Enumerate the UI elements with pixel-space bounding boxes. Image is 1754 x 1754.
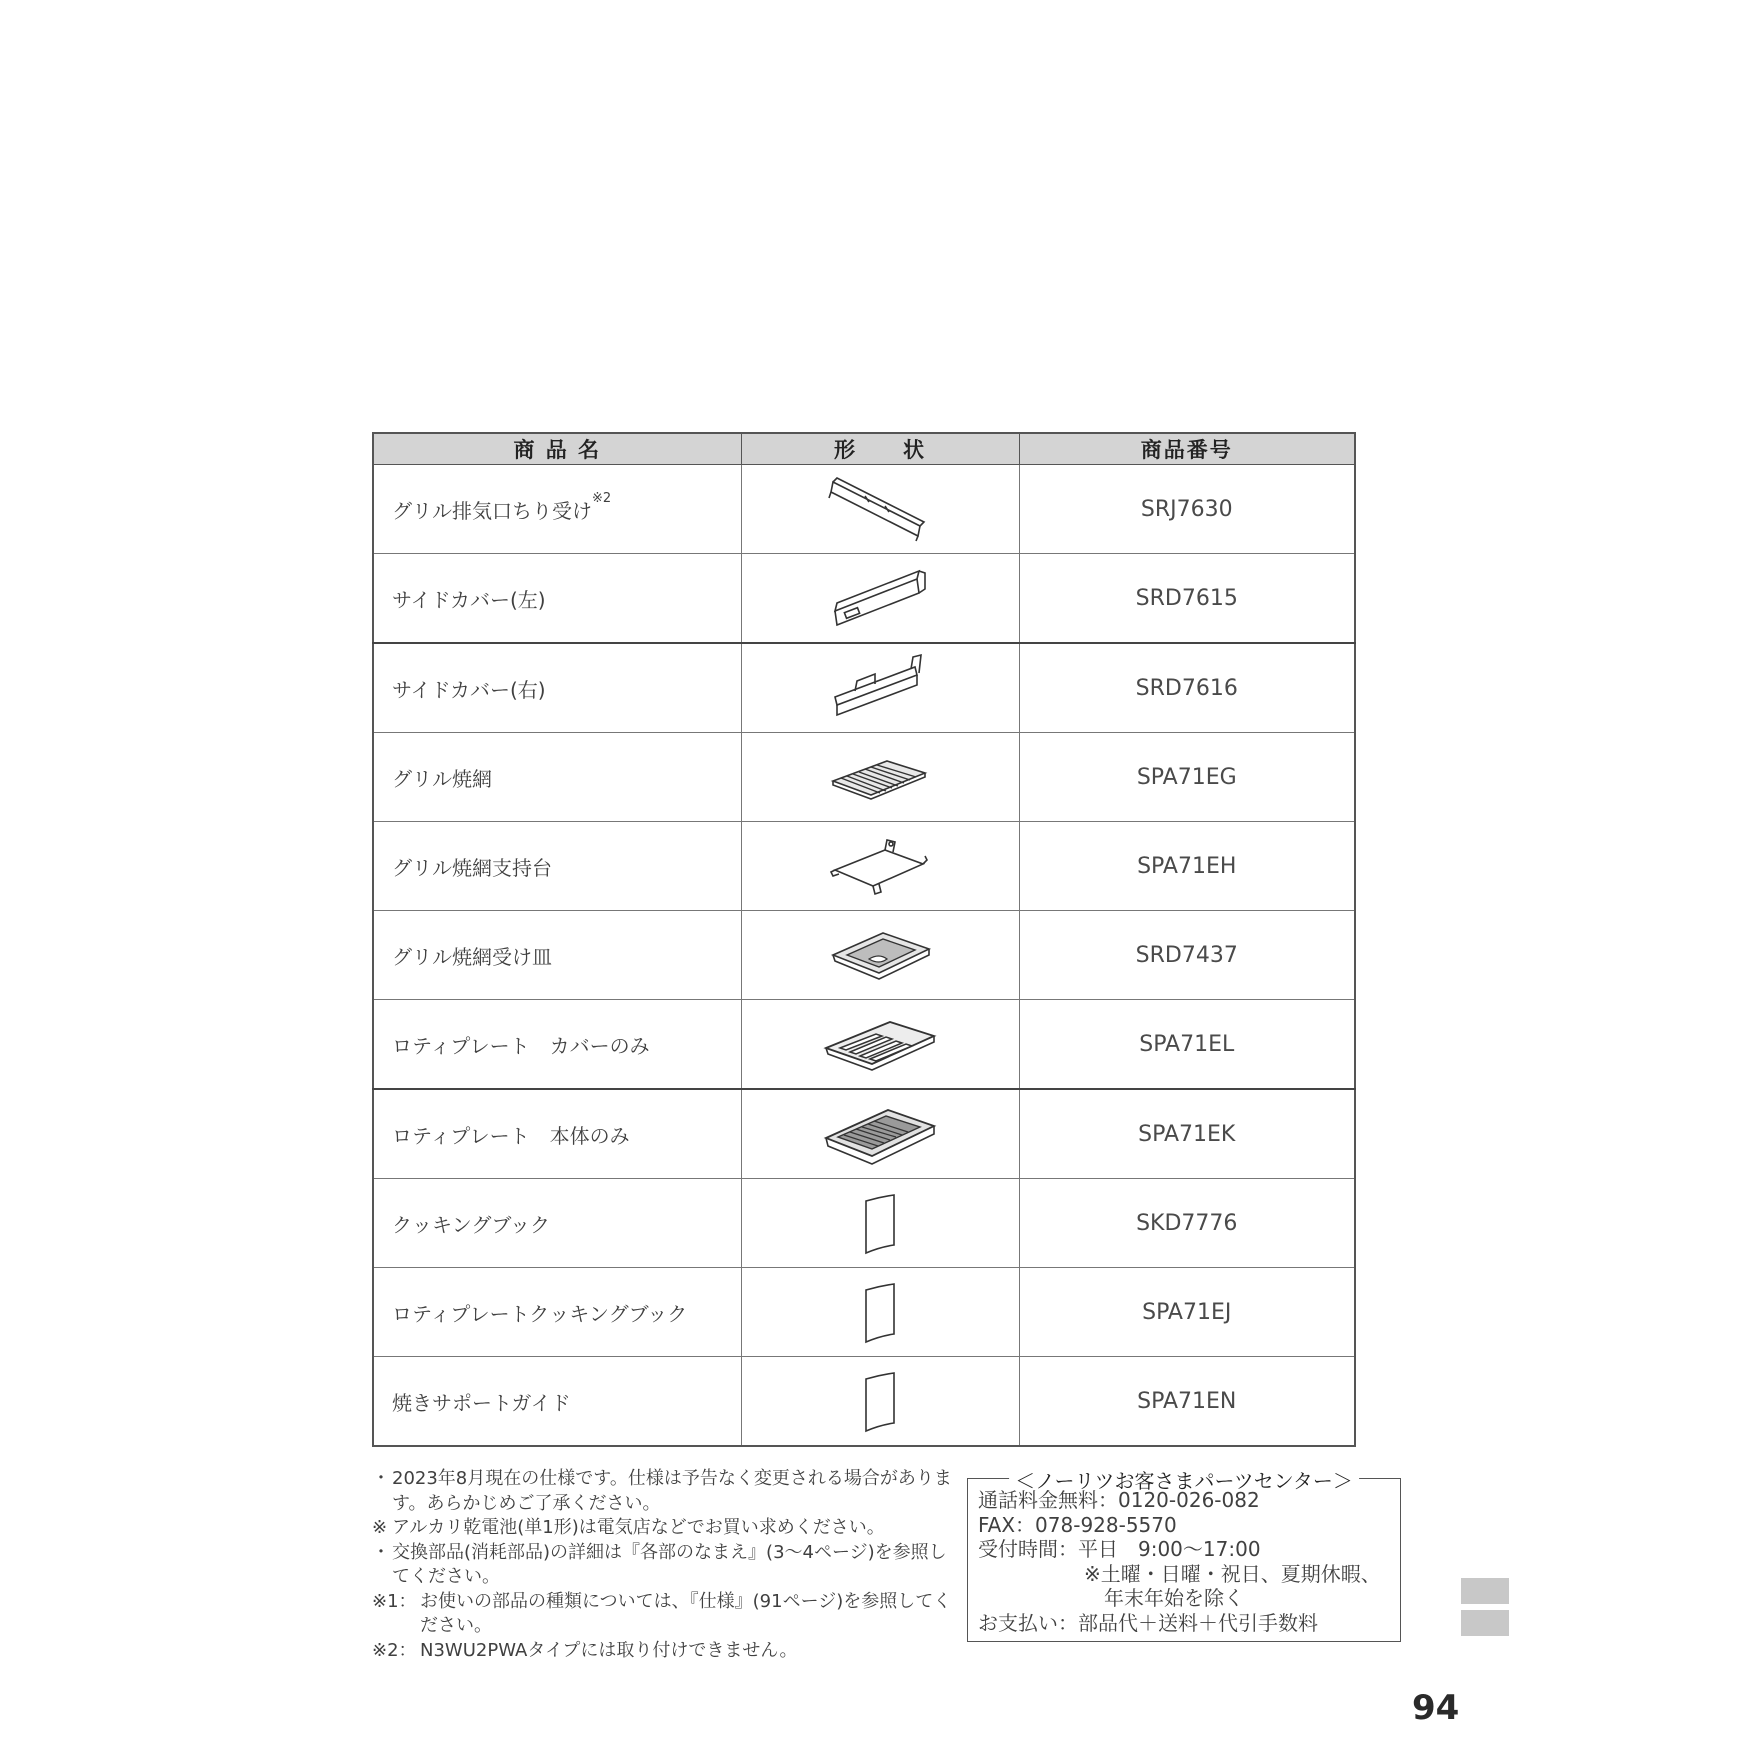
shape-cell bbox=[741, 1000, 1019, 1090]
grill-grate-icon bbox=[825, 747, 935, 807]
note-item bbox=[372, 1516, 962, 1541]
product-name: サイドカバー(左) bbox=[392, 587, 546, 612]
product-name-cell bbox=[373, 733, 741, 822]
table-row bbox=[373, 1357, 1355, 1447]
table-row bbox=[373, 643, 1355, 733]
footnote-mark: ※2 bbox=[592, 490, 612, 506]
roti-plate-body-icon bbox=[820, 1100, 940, 1168]
product-code: SPA71EH bbox=[1019, 822, 1355, 911]
product-name-cell bbox=[373, 911, 741, 1000]
product-code: SPA71EK bbox=[1019, 1089, 1355, 1179]
shape-cell bbox=[741, 643, 1019, 733]
product-code: SPA71EL bbox=[1019, 1000, 1355, 1090]
note-item bbox=[372, 1467, 962, 1516]
product-name-cell bbox=[373, 1089, 741, 1179]
note-mark: ※1： bbox=[372, 1590, 417, 1612]
table-header-row bbox=[373, 433, 1355, 465]
booklet-icon bbox=[850, 1369, 910, 1433]
product-name: ロティプレートクッキングブック bbox=[392, 1301, 688, 1326]
product-name-cell bbox=[373, 1179, 741, 1268]
product-name: ロティプレート カバーのみ bbox=[392, 1033, 650, 1058]
page-number: 94 bbox=[1412, 1688, 1460, 1728]
product-code: SPA71EJ bbox=[1019, 1268, 1355, 1357]
contact-details bbox=[978, 1488, 1381, 1635]
product-code: SPA71EN bbox=[1019, 1357, 1355, 1447]
product-code: SRD7437 bbox=[1019, 911, 1355, 1000]
note-mark: ・ bbox=[372, 1468, 390, 1489]
shape-cell bbox=[741, 822, 1019, 911]
index-tab-marker bbox=[1461, 1610, 1509, 1636]
product-name: グリル焼網 bbox=[392, 766, 492, 791]
table-row bbox=[373, 1268, 1355, 1357]
booklet-icon bbox=[850, 1280, 910, 1344]
product-code: SRD7615 bbox=[1019, 554, 1355, 644]
shape-cell bbox=[741, 1357, 1019, 1447]
note-mark: ※ bbox=[372, 1517, 388, 1538]
product-name-cell bbox=[373, 1357, 741, 1447]
product-name: グリル焼網支持台 bbox=[392, 855, 552, 880]
shape-cell bbox=[741, 554, 1019, 644]
table-row bbox=[373, 1179, 1355, 1268]
payment-info: お支払い：部品代＋送料＋代引手数料 bbox=[978, 1610, 1318, 1635]
product-name-cell bbox=[373, 465, 741, 554]
product-code: SRD7616 bbox=[1019, 643, 1355, 733]
index-tab-marker bbox=[1461, 1578, 1509, 1604]
product-name: グリル焼網受け皿 bbox=[392, 944, 552, 969]
hours-exclusion: ※土曜・日曜・祝日、夏期休暇、 bbox=[1084, 1561, 1381, 1586]
note-item bbox=[372, 1590, 962, 1639]
shape-cell bbox=[741, 1268, 1019, 1357]
note-mark: ・ bbox=[372, 1541, 390, 1563]
shape-cell bbox=[741, 1089, 1019, 1179]
shape-cell bbox=[741, 1179, 1019, 1268]
note-mark: ※2： bbox=[372, 1639, 417, 1661]
parts-table bbox=[372, 432, 1356, 1447]
header-shape: 形 状 bbox=[741, 433, 1019, 465]
side-cover-left-icon bbox=[825, 563, 935, 633]
table-row bbox=[373, 465, 1355, 554]
note-item bbox=[372, 1639, 962, 1664]
product-name: サイドカバー(右) bbox=[392, 677, 546, 702]
product-name-cell bbox=[373, 822, 741, 911]
fax-number: FAX：078-928-5570 bbox=[978, 1512, 1177, 1537]
business-hours: 受付時間：平日 9:00〜17:00 bbox=[978, 1537, 1261, 1561]
note-text: N3WU2PWAタイプには取り付けできません。 bbox=[420, 1639, 798, 1661]
product-code: SPA71EG bbox=[1019, 733, 1355, 822]
roti-plate-cover-icon bbox=[820, 1012, 940, 1076]
shape-cell bbox=[741, 911, 1019, 1000]
product-code: SKD7776 bbox=[1019, 1179, 1355, 1268]
note-item bbox=[372, 1541, 962, 1590]
exhaust-dust-tray-icon bbox=[825, 474, 935, 544]
table-row bbox=[373, 911, 1355, 1000]
hours-exclusion-cont: 年末年始を除く bbox=[1104, 1586, 1244, 1610]
parts-center-contact-box bbox=[967, 1469, 1401, 1642]
table-row bbox=[373, 822, 1355, 911]
grate-support-icon bbox=[825, 834, 935, 898]
table-row bbox=[373, 733, 1355, 822]
grate-tray-icon bbox=[825, 923, 935, 987]
side-cover-right-icon bbox=[825, 653, 935, 723]
footnotes bbox=[372, 1467, 962, 1663]
booklet-icon bbox=[850, 1191, 910, 1255]
product-name-cell bbox=[373, 554, 741, 644]
product-name-cell bbox=[373, 1268, 741, 1357]
product-code: SRJ7630 bbox=[1019, 465, 1355, 554]
table-row bbox=[373, 1000, 1355, 1090]
table-row bbox=[373, 1089, 1355, 1179]
product-name: グリル排気口ちり受け bbox=[392, 498, 592, 523]
table-row bbox=[373, 554, 1355, 644]
toll-free-number: 通話料金無料：0120-026-082 bbox=[978, 1488, 1260, 1512]
product-name: 焼きサポートガイド bbox=[392, 1390, 571, 1415]
shape-cell bbox=[741, 733, 1019, 822]
product-name-cell bbox=[373, 643, 741, 733]
contact-title: ＜ノーリツお客さまパーツセンター＞ bbox=[1009, 1465, 1359, 1494]
note-text: 交換部品(消耗部品)の詳細は『各部のなまえ』(3〜4ページ)を参照してください。 bbox=[392, 1541, 947, 1587]
note-text: 2023年8月現在の仕様です。仕様は予告なく変更される場合があります。あらかじめご了承ください。 bbox=[392, 1468, 952, 1514]
note-text: アルカリ乾電池(単1形)は電気店などでお買い求めください。 bbox=[392, 1517, 885, 1538]
product-name: ロティプレート 本体のみ bbox=[392, 1123, 630, 1148]
header-product-code: 商品番号 bbox=[1019, 433, 1355, 465]
shape-cell bbox=[741, 465, 1019, 554]
product-name-cell bbox=[373, 1000, 741, 1090]
header-product-name: 商 品 名 bbox=[373, 433, 741, 465]
note-text: お使いの部品の種類については、『仕様』(91ページ)を参照してください。 bbox=[420, 1590, 952, 1636]
product-name: クッキングブック bbox=[392, 1212, 550, 1237]
